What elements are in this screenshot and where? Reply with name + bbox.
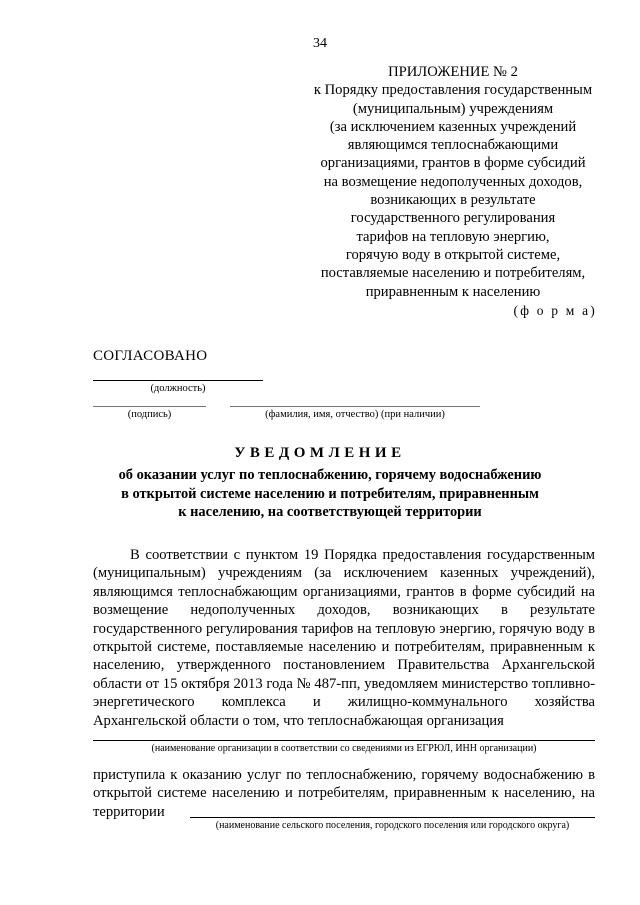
notice-title: УВЕДОМЛЕНИЕ xyxy=(234,445,406,461)
appendix-lines xyxy=(290,81,616,301)
position-caption: (должность) xyxy=(150,383,206,394)
signature-caption: (подпись) xyxy=(127,409,172,420)
organization-caption: (наименование организации в соответствии со сведениями из ЕГРЮЛ, ИНН организации) xyxy=(151,743,537,754)
notice-subtitle-line: в открытой системе населению и потребителям, приравненным xyxy=(121,485,539,502)
appendix-line: тарифов на тепловую энергию, xyxy=(356,228,550,245)
signature-line xyxy=(93,406,206,407)
territory-line xyxy=(190,817,595,818)
body-paragraph-2-text: приступила к оказанию услуг по теплоснабжению, горячему водоснабжению в открытой системе населению и потребителям, приравненным к населению, xyxy=(93,767,595,802)
appendix-line: к Порядку предоставления государственным xyxy=(313,82,593,99)
page-number: 34 xyxy=(313,36,327,51)
appendix-line: (муниципальным) учреждениям xyxy=(352,100,554,117)
appendix-line: поставляемые населению и потребителям, xyxy=(320,265,586,282)
form-label: (ф о р м а) xyxy=(513,303,597,318)
name-caption: (фамилия, имя, отчество) (при наличии) xyxy=(265,409,445,420)
appendix-line: государственного регулирования xyxy=(350,210,556,227)
appendix-line: являющимся теплоснабжающими xyxy=(347,137,559,154)
territory-label: на территории xyxy=(93,785,595,820)
appendix-line: горячую воду в открытой системе, xyxy=(345,246,561,263)
name-line xyxy=(230,406,480,407)
body-paragraph xyxy=(93,546,595,730)
body-paragraph-2 xyxy=(93,766,595,821)
notice-subtitle-line: к населению, на соответствующей территории xyxy=(178,504,482,520)
appendix-line: возникающих в результате xyxy=(370,192,536,209)
notice-subtitle xyxy=(100,466,560,522)
territory-caption: (наименование сельского поселения, городского поселения или городского округа) xyxy=(215,820,570,831)
appendix-line: (за исключением казенных учреждений xyxy=(329,118,577,135)
body-paragraph-text: В соответствии с пунктом 19 Порядка предоставления государственным (муниципальным) учреждениям (за исключением казенных учреждений), являющимся теплоснабжающим организациями, грантов в форме субсидий на возмещение недополученных доходов, возникающих в результате государственного регулирования тарифов на тепловую энергию, горячую воду в открытой системе, поставляемые населению и потребителям, приравненным к населению, утвержденного постановлением Правительства Архангельской области от 15 октября 2013 года № 487-пп, уведомляем министерство топливно-энергетического комплекса и жилищно-коммунального хозяйства Архангельской области о том, что теплоснабжающая организация xyxy=(93,547,595,729)
appendix-title: ПРИЛОЖЕНИЕ № 2 xyxy=(388,64,518,80)
notice-subtitle-line: об оказании услуг по теплоснабжению, горячему водоснабжению xyxy=(118,467,542,483)
organization-line xyxy=(93,740,595,741)
position-line xyxy=(93,380,263,381)
appendix-line: на возмещение недополученных доходов, xyxy=(323,173,583,190)
appendix-line: приравненным к населению xyxy=(365,283,541,300)
appendix-header xyxy=(290,63,616,301)
appendix-line: организациями, грантов в форме субсидий xyxy=(320,155,586,172)
agreed-label: СОГЛАСОВАНО xyxy=(93,348,208,364)
